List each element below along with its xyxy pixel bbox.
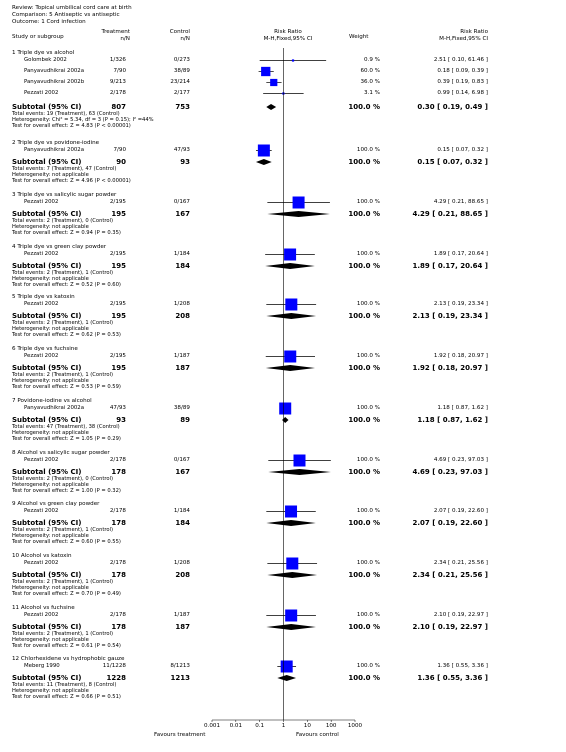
axis-left-label: Favours treatment (154, 732, 206, 738)
study-control: 47/93 (173, 147, 190, 153)
study-treatment: 2/178 (109, 612, 126, 618)
subtotal-control: 208 (175, 571, 190, 579)
study-name: Pezzati 2002 (24, 560, 59, 566)
study-treatment: 2/178 (109, 90, 126, 96)
study-weight: 60.0 % (360, 68, 380, 74)
study-treatment: 2/178 (109, 457, 126, 463)
subtotal-weight: 100.0 % (348, 519, 380, 527)
study-control: 1/184 (173, 251, 190, 257)
group-note: Test for overall effect: Z = 4.83 (P < 0.00001) (12, 123, 131, 129)
group-note: Heterogeneity: not applicable (12, 172, 89, 178)
study-effect-square (270, 79, 277, 86)
x-tick-label: 1 (281, 723, 286, 729)
group-note: Total events: 2 (Treatment), 1 (Control) (12, 631, 114, 637)
study-weight: 100.0 % (356, 147, 380, 153)
col-header-control: Control (169, 29, 190, 35)
group-title: 4 Triple dye vs green clay powder (12, 244, 107, 250)
axis-right-label: Favours control (296, 732, 339, 738)
subtotal-weight: 100.0 % (348, 262, 380, 270)
study-treatment: 2/178 (109, 508, 126, 514)
group-title: 6 Triple dye vs fuchsine (12, 346, 78, 352)
group-note: Test for overall effect: Z = 0.60 (P = 0.55) (12, 539, 121, 545)
group-note: Total events: 2 (Treatment), 1 (Control) (12, 270, 114, 276)
study-ci-text: 4.29 [ 0.21, 88.65 ] (433, 199, 488, 205)
group-note: Test for overall effect: Z = 0.94 (P = 0.35) (12, 230, 121, 236)
subtotal-control: 89 (180, 416, 190, 424)
col-header-control-sub: n/N (180, 36, 190, 42)
subtotal-diamond (267, 211, 330, 217)
subtotal-label: Subtotal (95% CI) (12, 519, 82, 527)
study-ci-text: 2.13 [ 0.19, 23.34 ] (433, 301, 488, 307)
group-note: Test for overall effect: Z = 0.53 (P = 0.59) (12, 384, 121, 390)
subtotal-label: Subtotal (95% CI) (12, 623, 82, 631)
study-effect-square (258, 145, 270, 157)
subtotal-treatment: 178 (111, 519, 126, 527)
study-effect-square (284, 249, 296, 261)
subtotal-diamond (267, 572, 317, 578)
group-title: 5 Triple dye vs katoxin (12, 294, 75, 300)
subtotal-ci-text: 2.07 [ 0.19, 22.60 ] (412, 519, 488, 527)
subtotal-treatment: 1228 (106, 674, 126, 682)
review-title: Review: Topical umbilical cord care at birth (12, 5, 132, 11)
study-name: Pezzati 2002 (24, 508, 59, 514)
group-note: Test for overall effect: Z = 1.05 (P = 0.29) (12, 436, 121, 442)
group-note: Heterogeneity: not applicable (12, 585, 89, 591)
group-note: Test for overall effect: Z = 0.62 (P = 0.53) (12, 332, 121, 338)
subtotal-diamond (266, 104, 276, 110)
group-note: Heterogeneity: not applicable (12, 430, 89, 436)
study-effect-square (285, 610, 297, 622)
subtotal-weight: 100.0 % (348, 416, 380, 424)
subtotal-control: 187 (175, 623, 190, 631)
comparison-title: Comparison: 5 Antiseptic vs antiseptic (12, 12, 120, 18)
study-effect-square (281, 661, 293, 673)
group-note: Heterogeneity: not applicable (12, 637, 89, 643)
subtotal-weight: 100.0 % (348, 364, 380, 372)
study-weight: 100.0 % (356, 560, 380, 566)
subtotal-ci-text: 1.92 [ 0.18, 20.97 ] (412, 364, 488, 372)
group-note: Heterogeneity: not applicable (12, 688, 89, 694)
group-note: Heterogeneity: not applicable (12, 326, 89, 332)
subtotal-treatment: 195 (111, 364, 126, 372)
study-ci-text: 0.99 [ 0.14, 6.98 ] (437, 90, 488, 96)
x-tick-label: 100 (325, 723, 337, 729)
subtotal-control: 753 (175, 103, 190, 111)
group-note: Heterogeneity: not applicable (12, 482, 89, 488)
x-tick-label: 10 (303, 723, 311, 729)
study-name: Pezzati 2002 (24, 90, 59, 96)
subtotal-weight: 100.0 % (348, 623, 380, 631)
study-control: 23/214 (170, 79, 190, 85)
study-name: Pezzati 2002 (24, 612, 59, 618)
study-name: Panyavudhikrai 2002a (24, 147, 85, 153)
study-name: Panyavudhikrai 2002a (24, 405, 85, 411)
study-treatment: 7/90 (113, 147, 126, 153)
subtotal-ci-text: 1.89 [ 0.17, 20.64 ] (412, 262, 488, 270)
col-header-rr2-sub: M-H,Fixed,95% CI (439, 36, 488, 42)
subtotal-label: Subtotal (95% CI) (12, 158, 82, 166)
group-note: Total events: 2 (Treatment), 1 (Control) (12, 579, 114, 585)
study-name: Panyavudhikrai 2002a (24, 68, 85, 74)
group-note: Test for overall effect: Z = 1.00 (P = 0.32) (12, 488, 121, 494)
study-ci-text: 0.18 [ 0.09, 0.39 ] (437, 68, 488, 74)
subtotal-weight: 100.0 % (348, 674, 380, 682)
subtotal-label: Subtotal (95% CI) (12, 674, 82, 682)
subtotal-label: Subtotal (95% CI) (12, 312, 82, 320)
study-control: 1/187 (173, 612, 190, 618)
subtotal-label: Subtotal (95% CI) (12, 364, 82, 372)
subtotal-control: 187 (175, 364, 190, 372)
group-note: Test for overall effect: Z = 0.61 (P = 0.54) (12, 643, 121, 649)
study-name: Panyavudhikrai 2002b (24, 79, 85, 85)
group-note: Total events: 2 (Treatment), 1 (Control) (12, 320, 114, 326)
subtotal-treatment: 195 (111, 312, 126, 320)
subtotal-diamond (266, 520, 315, 526)
group-note: Heterogeneity: not applicable (12, 533, 89, 539)
subtotal-treatment: 195 (111, 262, 126, 270)
group-note: Total events: 47 (Treatment), 38 (Control) (12, 424, 120, 430)
col-header-rr2: Risk Ratio (460, 29, 488, 35)
group-note: Total events: 2 (Treatment), 0 (Control) (12, 476, 114, 482)
group-title: 3 Triple dye vs salicylic sugar powder (12, 192, 117, 198)
study-ci-text: 0.39 [ 0.19, 0.83 ] (437, 79, 488, 85)
study-weight: 100.0 % (356, 612, 380, 618)
col-header-treatment-sub: n/N (120, 36, 130, 42)
subtotal-control: 93 (180, 158, 190, 166)
study-name: Pezzati 2002 (24, 301, 59, 307)
col-header-rr-sub: M-H,Fixed,95% CI (263, 36, 313, 42)
subtotal-treatment: 178 (111, 468, 126, 476)
group-note: Heterogeneity: not applicable (12, 224, 89, 230)
subtotal-label: Subtotal (95% CI) (12, 262, 82, 270)
subtotal-ci-text: 2.13 [ 0.19, 23.34 ] (412, 312, 488, 320)
group-title: 8 Alcohol vs salicylic sugar powder (12, 450, 110, 456)
study-ci-text: 1.18 [ 0.87, 1.62 ] (437, 405, 488, 411)
study-effect-square (285, 506, 297, 518)
study-control: 1/208 (173, 560, 190, 566)
study-treatment: 2/195 (109, 199, 126, 205)
subtotal-weight: 100.0 % (348, 158, 380, 166)
study-weight: 100.0 % (356, 457, 380, 463)
x-tick-label: 0.01 (229, 723, 243, 729)
subtotal-treatment: 93 (116, 416, 126, 424)
subtotal-weight: 100.0 % (348, 571, 380, 579)
subtotal-treatment: 195 (111, 210, 126, 218)
study-ci-text: 1.92 [ 0.18, 20.97 ] (433, 353, 488, 359)
study-treatment: 2/195 (109, 301, 126, 307)
study-weight: 100.0 % (356, 405, 380, 411)
subtotal-control: 167 (175, 468, 190, 476)
x-tick-label: 1000 (347, 723, 363, 729)
subtotal-diamond (266, 313, 316, 319)
group-title: 7 Povidone-iodine vs alcohol (12, 398, 92, 404)
subtotal-ci-text: 2.10 [ 0.19, 22.97 ] (412, 623, 488, 631)
subtotal-diamond (282, 417, 288, 423)
subtotal-treatment: 807 (111, 103, 126, 111)
col-header-treatment: Treatment (101, 29, 130, 35)
study-effect-square (285, 299, 297, 311)
study-ci-text: 2.34 [ 0.21, 25.56 ] (433, 560, 488, 566)
study-weight: 100.0 % (356, 353, 380, 359)
subtotal-label: Subtotal (95% CI) (12, 416, 82, 424)
study-treatment: 2/195 (109, 353, 126, 359)
subtotal-control: 184 (175, 519, 190, 527)
subtotal-label: Subtotal (95% CI) (12, 210, 82, 218)
study-ci-text: 0.15 [ 0.07, 0.32 ] (437, 147, 488, 153)
study-name: Pezzati 2002 (24, 199, 59, 205)
study-effect-square (293, 455, 305, 467)
subtotal-label: Subtotal (95% CI) (12, 571, 82, 579)
study-control: 38/89 (173, 405, 190, 411)
study-control: 0/273 (173, 57, 190, 63)
study-weight: 100.0 % (356, 663, 380, 669)
group-title: 2 Triple dye vs povidone-iodine (12, 140, 100, 146)
study-effect-square (284, 351, 296, 363)
group-note: Heterogeneity: not applicable (12, 378, 89, 384)
subtotal-label: Subtotal (95% CI) (12, 103, 82, 111)
study-ci-text: 2.10 [ 0.19, 22.97 ] (433, 612, 488, 618)
group-title: 1 Triple dye vs alcohol (12, 50, 75, 56)
study-effect-square (261, 67, 270, 76)
subtotal-ci-text: 1.18 [ 0.87, 1.62 ] (417, 416, 488, 424)
study-control: 2/177 (173, 90, 190, 96)
subtotal-weight: 100.0 % (348, 312, 380, 320)
subtotal-weight: 100.0 % (348, 468, 380, 476)
study-control: 0/167 (173, 457, 190, 463)
subtotal-diamond (256, 159, 272, 165)
subtotal-label: Subtotal (95% CI) (12, 468, 82, 476)
study-treatment: 2/195 (109, 251, 126, 257)
study-name: Pezzati 2002 (24, 353, 59, 359)
study-ci-text: 2.07 [ 0.19, 22.60 ] (433, 508, 488, 514)
study-name: Pezzati 2002 (24, 457, 59, 463)
col-header-study: Study or subgroup (12, 34, 64, 40)
group-note: Heterogeneity: Chi² = 5.34, df = 3 (P = 0.15); I² =44% (12, 117, 154, 123)
group-note: Test for overall effect: Z = 0.52 (P = 0.60) (12, 282, 121, 288)
subtotal-ci-text: 0.15 [ 0.07, 0.32 ] (417, 158, 488, 166)
group-title: 12 Chlorhexidene vs hydrophobic gauze (12, 656, 125, 662)
subtotal-treatment: 178 (111, 623, 126, 631)
x-tick-label: 0.1 (255, 723, 265, 729)
subtotal-diamond (266, 365, 315, 371)
study-weight: 100.0 % (356, 199, 380, 205)
study-weight: 100.0 % (356, 301, 380, 307)
study-treatment: 11/1228 (102, 663, 126, 669)
study-weight: 100.0 % (356, 251, 380, 257)
subtotal-control: 167 (175, 210, 190, 218)
study-weight: 100.0 % (356, 508, 380, 514)
outcome-title: Outcome: 1 Cord infection (12, 19, 86, 25)
study-control: 1/208 (173, 301, 190, 307)
study-treatment: 47/93 (109, 405, 126, 411)
subtotal-ci-text: 0.30 [ 0.19, 0.49 ] (417, 103, 488, 111)
subtotal-ci-text: 2.34 [ 0.21, 25.56 ] (412, 571, 488, 579)
study-control: 0/167 (173, 199, 190, 205)
subtotal-treatment: 178 (111, 571, 126, 579)
group-note: Total events: 2 (Treatment), 0 (Control) (12, 218, 114, 224)
study-treatment: 9/213 (109, 79, 126, 85)
subtotal-ci-text: 4.29 [ 0.21, 88.65 ] (412, 210, 488, 218)
study-name: Meberg 1990 (24, 663, 60, 669)
group-note: Total events: 7 (Treatment), 47 (Control) (12, 166, 117, 172)
subtotal-control: 184 (175, 262, 190, 270)
subtotal-diamond (265, 263, 315, 269)
col-header-rr: Risk Ratio (274, 29, 302, 35)
subtotal-weight: 100.0 % (348, 210, 380, 218)
group-note: Test for overall effect: Z = 4.96 (P < 0.00001) (12, 178, 131, 184)
study-ci-text: 4.69 [ 0.23, 97.03 ] (433, 457, 488, 463)
subtotal-control: 1213 (170, 674, 190, 682)
study-name: Golombek 2002 (24, 57, 67, 63)
group-note: Total events: 2 (Treatment), 1 (Control) (12, 372, 114, 378)
study-ci-text: 2.51 [ 0.10, 61.46 ] (433, 57, 488, 63)
study-treatment: 7/90 (113, 68, 126, 74)
study-treatment: 2/178 (109, 560, 126, 566)
study-treatment: 1/326 (109, 57, 126, 63)
subtotal-ci-text: 4.69 [ 0.23, 97.03 ] (412, 468, 488, 476)
study-effect-square (279, 403, 291, 415)
subtotal-ci-text: 1.36 [ 0.55, 3.36 ] (417, 674, 488, 682)
study-effect-square (293, 197, 305, 209)
group-title: 10 Alcohol vs katoxin (12, 553, 72, 559)
study-weight: 0.9 % (364, 57, 380, 63)
study-effect-square (292, 59, 294, 61)
group-note: Test for overall effect: Z = 0.70 (P = 0.49) (12, 591, 121, 597)
subtotal-diamond (268, 469, 331, 475)
study-weight: 3.1 % (364, 90, 380, 96)
study-name: Pezzati 2002 (24, 251, 59, 257)
study-control: 8/1213 (170, 663, 190, 669)
subtotal-treatment: 90 (116, 158, 126, 166)
group-note: Total events: 19 (Treatment), 63 (Control) (12, 111, 120, 117)
study-effect-square (286, 558, 298, 570)
study-control: 1/187 (173, 353, 190, 359)
study-weight: 36.0 % (360, 79, 380, 85)
group-title: 9 Alcohol vs green clay powder (12, 501, 100, 507)
col-header-weight: Weight (349, 34, 369, 40)
study-control: 1/184 (173, 508, 190, 514)
subtotal-diamond (266, 624, 316, 630)
study-ci-text: 1.36 [ 0.55, 3.36 ] (437, 663, 488, 669)
group-note: Total events: 2 (Treatment), 1 (Control) (12, 527, 114, 533)
group-title: 11 Alcohol vs fuchsine (12, 605, 75, 611)
study-control: 38/89 (173, 68, 190, 74)
x-tick-label: 0.001 (203, 723, 220, 729)
group-note: Total events: 11 (Treatment), 8 (Control) (12, 682, 117, 688)
subtotal-control: 208 (175, 312, 190, 320)
group-note: Heterogeneity: not applicable (12, 276, 89, 282)
study-ci-text: 1.89 [ 0.17, 20.64 ] (433, 251, 488, 257)
subtotal-weight: 100.0 % (348, 103, 380, 111)
group-note: Test for overall effect: Z = 0.66 (P = 0.51) (12, 694, 121, 700)
subtotal-diamond (277, 675, 296, 681)
